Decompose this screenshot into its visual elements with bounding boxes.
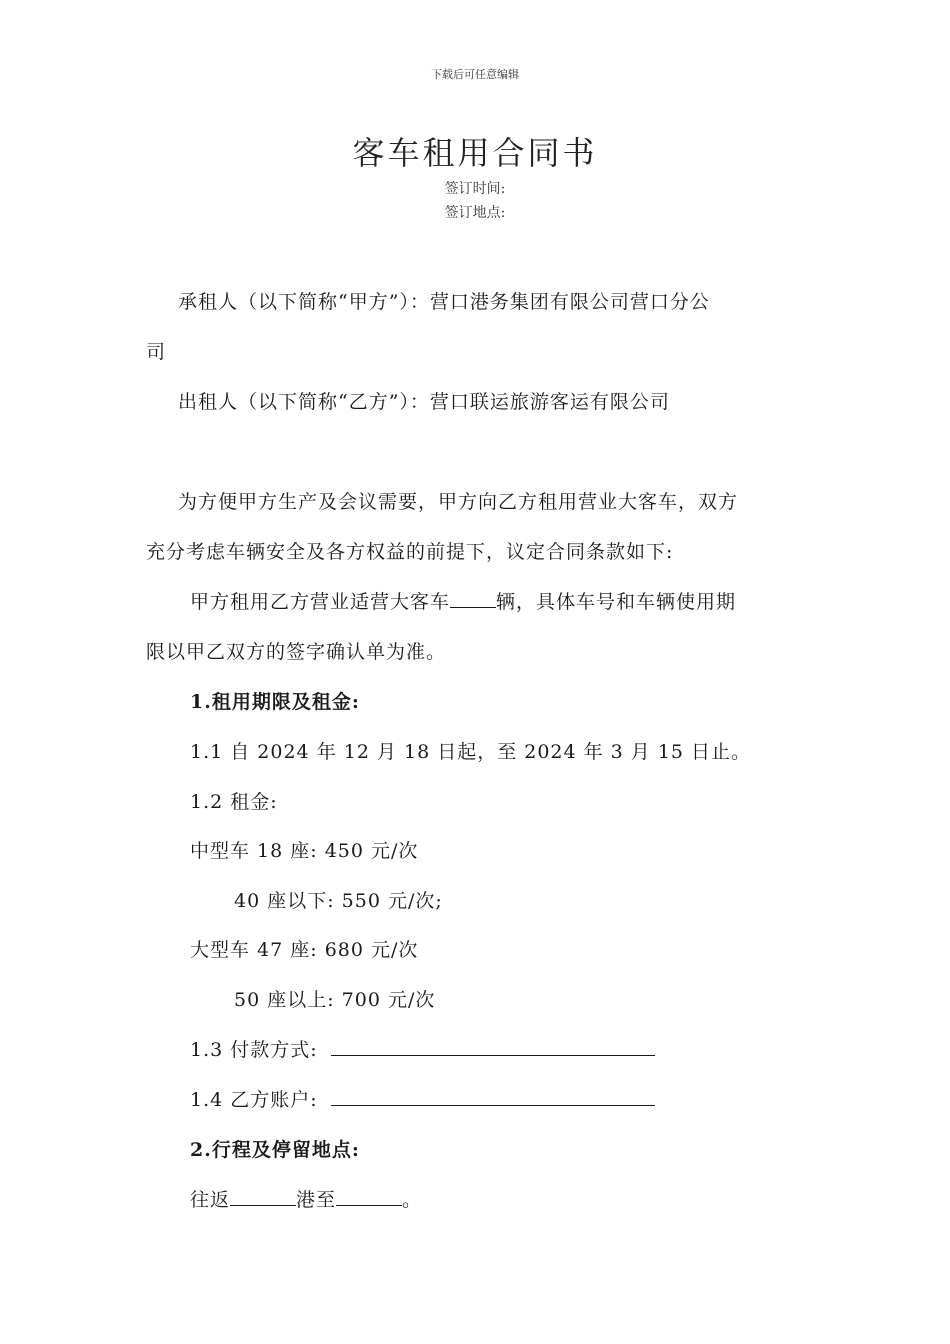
- clause-line1: [190, 587, 736, 614]
- party-a-line1: 承租人（以下简称“甲方”）：营口港务集团有限公司营口分公: [178, 291, 710, 313]
- section1-heading: 1.租用期限及租金:: [190, 691, 360, 713]
- sign-place-label: 签订地点:: [444, 205, 506, 221]
- rent-mid-40: 40 座以下: 550 元/次;: [234, 890, 443, 912]
- clause-text-before: 甲方租用乙方营业适营大客车: [190, 591, 451, 613]
- rent-mid-18: 中型车 18 座: 450 元/次: [190, 840, 419, 862]
- route-text-a: 往返: [190, 1189, 231, 1211]
- rent-large-47: 大型车 47 座: 680 元/次: [190, 939, 419, 961]
- item-1-1: 1.1 自 2024 年 12 月 18 日起，至 2024 年 3 月 15 日止。: [190, 741, 752, 763]
- vehicle-count-blank[interactable]: [450, 589, 496, 608]
- page-title: 客车租用合同书: [352, 134, 598, 172]
- intro-line2: 充分考虑车辆安全及各方权益的前提下，议定合同条款如下:: [146, 541, 674, 563]
- account-label: 1.4 乙方账户:: [190, 1089, 318, 1111]
- party-a-line2: 司: [146, 341, 167, 363]
- sign-time-label: 签订时间:: [444, 181, 506, 197]
- section2-heading: 2.行程及停留地点:: [190, 1139, 360, 1161]
- clause-text-after: 辆，具体车号和车辆使用期: [496, 591, 737, 613]
- item-1-2: 1.2 租金:: [190, 791, 278, 813]
- account-blank[interactable]: [331, 1087, 655, 1106]
- intro-line1: 为方便甲方生产及会议需要，甲方向乙方租用营业大客车，双方: [178, 491, 739, 513]
- route-line: [190, 1185, 422, 1212]
- route-text-b: 港至: [296, 1189, 337, 1211]
- item-1-4: [190, 1085, 655, 1112]
- party-b-line: 出租人（以下简称“乙方”）：营口联运旅游客运有限公司: [178, 391, 670, 413]
- route-origin-blank[interactable]: [230, 1187, 296, 1206]
- rent-large-50: 50 座以上: 700 元/次: [234, 989, 436, 1011]
- route-text-end: 。: [402, 1189, 423, 1211]
- clause-line2: 限以甲乙双方的签字确认单为准。: [146, 641, 447, 663]
- payment-method-label: 1.3 付款方式:: [190, 1039, 318, 1061]
- item-1-3: [190, 1035, 655, 1062]
- header-note: 下载后可任意编辑: [431, 68, 519, 81]
- payment-method-blank[interactable]: [331, 1037, 655, 1056]
- route-destination-blank[interactable]: [336, 1187, 402, 1206]
